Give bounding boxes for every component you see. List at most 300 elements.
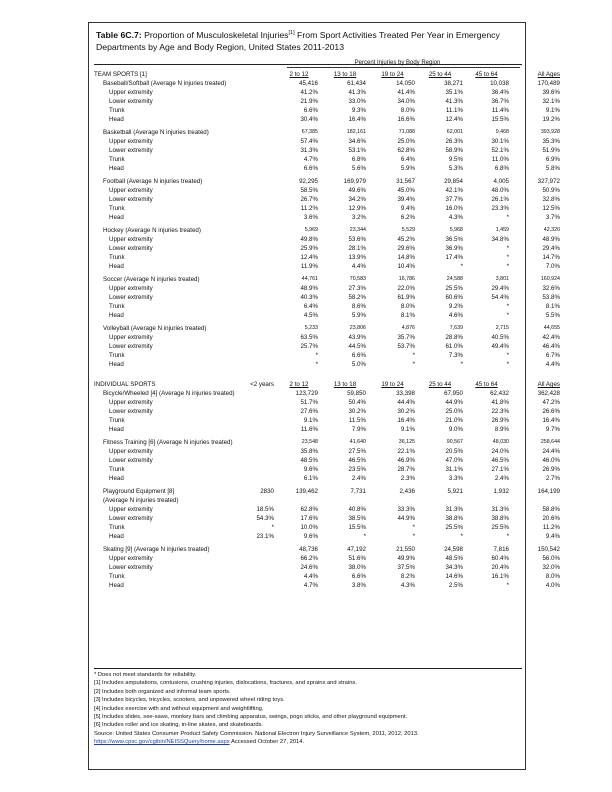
pct-all-ages: 9.7% xyxy=(545,426,560,433)
pct-25-to-44: 17.4% xyxy=(445,254,463,261)
activity-n-row xyxy=(94,438,560,447)
pct-all-ages: 56.0% xyxy=(542,555,560,562)
pct-45-to-64: 22.3% xyxy=(491,408,509,415)
body-region-row xyxy=(94,523,560,532)
source-link[interactable]: https://www.cpsc.gov/cgibin/NEISSQuery/home.aspx xyxy=(94,739,230,746)
col-header-19-to-24: 19 to 24 xyxy=(381,381,404,388)
activity-name: Fitness Training [6] (Average N injuries treated) xyxy=(103,439,233,446)
pct-25-to-44: 42.1% xyxy=(445,187,463,194)
pct-25-to-44: 2.5% xyxy=(448,582,463,589)
body-region-row xyxy=(94,311,560,320)
pct-45-to-64: 48.0% xyxy=(491,187,509,194)
pct-2-to-12: 58.5% xyxy=(300,187,318,194)
body-region-row xyxy=(94,195,560,204)
pct-13-to-18: 27.3% xyxy=(348,285,366,292)
n-19-to-24: 21,550 xyxy=(396,546,415,553)
n-25-to-44: 24,598 xyxy=(444,546,463,553)
pct-all-ages: 35.3% xyxy=(542,138,560,145)
title-footnote-ref: [1] xyxy=(288,30,295,36)
pct-45-to-64: 16.1% xyxy=(491,573,509,580)
body-region-label: Head xyxy=(109,426,124,433)
n-45-to-64: 7,816 xyxy=(493,546,509,553)
pct-19-to-24: 44.4% xyxy=(397,399,415,406)
n-all-ages: 362,428 xyxy=(537,390,560,397)
body-region-label: Head xyxy=(109,312,124,319)
pct-25-to-44: 60.6% xyxy=(445,294,463,301)
section-header-row xyxy=(94,380,560,389)
pct-19-to-24: 16.6% xyxy=(397,116,415,123)
body-region-row xyxy=(94,106,560,115)
n-all-ages: 393,928 xyxy=(540,129,560,135)
pct-45-to-64: 31.3% xyxy=(491,506,509,513)
pct-13-to-18: 38.0% xyxy=(348,564,366,571)
pct-13-to-18: 44.5% xyxy=(348,343,366,350)
body-region-label: Trunk xyxy=(109,156,125,163)
pct-25-to-44: 41.3% xyxy=(445,98,463,105)
pct-all-ages: 32.1% xyxy=(542,98,560,105)
pct-2-to-12: * xyxy=(315,352,318,359)
pct-13-to-18: 4.4% xyxy=(351,263,366,270)
n-2-to-12: 48,736 xyxy=(299,546,318,553)
pct-under-2: 23.1% xyxy=(256,533,274,540)
body-region-label: Upper extremity xyxy=(109,285,153,292)
footnote: [4] Includes exercise with and without equipment and weightlifting. xyxy=(94,705,264,712)
body-region-row xyxy=(94,563,560,572)
pct-25-to-44: 11.1% xyxy=(445,107,463,114)
n-45-to-64: 4,005 xyxy=(493,178,509,185)
pct-all-ages: 48.9% xyxy=(542,236,560,243)
pct-45-to-64: 60.4% xyxy=(491,555,509,562)
pct-all-ages: 26.6% xyxy=(542,408,560,415)
body-region-row xyxy=(94,293,560,302)
pct-25-to-44: 9.5% xyxy=(448,156,463,163)
body-region-row xyxy=(94,532,560,541)
pct-13-to-18: 6.8% xyxy=(351,156,366,163)
pct-13-to-18: 30.2% xyxy=(348,408,366,415)
pct-45-to-64: 36.4% xyxy=(491,89,509,96)
pct-19-to-24: 49.9% xyxy=(397,555,415,562)
pct-25-to-44: 28.8% xyxy=(445,334,463,341)
pct-all-ages: 32.0% xyxy=(542,564,560,571)
pct-all-ages: 39.6% xyxy=(542,89,560,96)
body-region-label: Trunk xyxy=(109,107,125,114)
pct-25-to-44: 36.5% xyxy=(445,236,463,243)
pct-all-ages: 58.8% xyxy=(542,506,560,513)
n-13-to-18: 70,583 xyxy=(349,276,366,282)
n-45-to-64: 2,715 xyxy=(495,325,509,331)
col-header-under-2: <2 years xyxy=(250,381,274,388)
pct-2-to-12: * xyxy=(315,361,318,368)
n-13-to-18: 169,979 xyxy=(343,178,366,185)
pct-25-to-44: 44.9% xyxy=(445,399,463,406)
pct-25-to-44: 20.5% xyxy=(445,448,463,455)
pct-25-to-44: 34.3% xyxy=(445,564,463,571)
pct-45-to-64: 8.9% xyxy=(494,426,509,433)
pct-2-to-12: 21.9% xyxy=(300,98,318,105)
pct-19-to-24: 46.9% xyxy=(397,457,415,464)
pct-all-ages: 50.9% xyxy=(542,187,560,194)
pct-19-to-24: 62.8% xyxy=(397,147,415,154)
n-25-to-44: 5,921 xyxy=(447,488,463,495)
pct-13-to-18: 6.6% xyxy=(351,352,366,359)
pct-2-to-12: 9.6% xyxy=(303,533,318,540)
body-region-label: Trunk xyxy=(109,205,125,212)
pct-13-to-18: 27.5% xyxy=(348,448,366,455)
pct-45-to-64: * xyxy=(506,582,509,589)
pct-13-to-18: 13.9% xyxy=(348,254,366,261)
pct-2-to-12: 3.6% xyxy=(303,214,318,221)
pct-19-to-24: 5.9% xyxy=(400,165,415,172)
n-13-to-18: 59,850 xyxy=(347,390,366,397)
pct-45-to-64: 36.7% xyxy=(491,98,509,105)
activity-name: Baseball/Softball (Average N injuries treated) xyxy=(103,80,227,87)
body-region-row xyxy=(94,581,560,590)
pct-all-ages: 9.4% xyxy=(545,533,560,540)
body-region-row xyxy=(94,474,560,483)
body-region-label: Lower extremity xyxy=(109,564,153,571)
pct-2-to-12: 57.4% xyxy=(300,138,318,145)
footnote-list xyxy=(94,671,522,738)
pct-2-to-12: 25.7% xyxy=(300,343,318,350)
pct-13-to-18: 7.9% xyxy=(351,426,366,433)
pct-45-to-64: * xyxy=(506,245,509,252)
pct-25-to-44: 9.2% xyxy=(448,303,463,310)
pct-45-to-64: 26.9% xyxy=(491,417,509,424)
n-25-to-44: 24,588 xyxy=(446,276,463,282)
pct-45-to-64: 52.1% xyxy=(491,147,509,154)
pct-45-to-64: 27.1% xyxy=(491,466,509,473)
body-region-label: Upper extremity xyxy=(109,138,153,145)
activity-n-row xyxy=(94,545,560,554)
n-45-to-64: 48,030 xyxy=(492,439,509,445)
source-line xyxy=(94,738,522,746)
n-all-ages: 170,489 xyxy=(537,80,560,87)
body-region-label: Head xyxy=(109,116,124,123)
pct-25-to-44: 58.9% xyxy=(445,147,463,154)
n-25-to-44: 62,001 xyxy=(446,129,463,135)
pct-45-to-64: * xyxy=(506,263,509,270)
pct-all-ages: 11.2% xyxy=(542,524,560,531)
body-region-row xyxy=(94,213,560,222)
pct-19-to-24: 14.8% xyxy=(397,254,415,261)
pct-all-ages: 46.0% xyxy=(542,457,560,464)
pct-25-to-44: 25.5% xyxy=(445,524,463,531)
body-region-label: Trunk xyxy=(109,254,125,261)
table-title xyxy=(96,28,520,53)
pct-13-to-18: 3.2% xyxy=(351,214,366,221)
col-header-13-to-18: 13 to 18 xyxy=(333,381,357,388)
pct-45-to-64: 23.3% xyxy=(491,205,509,212)
body-region-row xyxy=(94,465,560,474)
pct-13-to-18: 9.3% xyxy=(351,107,366,114)
footnote: Source: United States Consumer Product Safety Commission. National Electron Injury Surveillance System, 2011, 2012, 2013. xyxy=(94,730,419,737)
body-region-label: Lower extremity xyxy=(109,147,153,154)
pct-all-ages: 42.4% xyxy=(542,334,560,341)
pct-45-to-64: 15.5% xyxy=(491,116,509,123)
body-region-label: Head xyxy=(109,533,124,540)
body-region-row xyxy=(94,425,560,434)
n-45-to-64: 62,432 xyxy=(490,390,509,397)
accessed-date: Accessed October 27, 2014. xyxy=(229,739,305,746)
n-13-to-18: 23,344 xyxy=(349,227,366,233)
body-region-label: Upper extremity xyxy=(109,448,153,455)
n-13-to-18: 61,434 xyxy=(347,80,366,87)
body-region-row xyxy=(94,88,560,97)
pct-19-to-24: 4.3% xyxy=(400,582,415,589)
pct-all-ages: 5.5% xyxy=(545,312,560,319)
pct-2-to-12: 4.7% xyxy=(303,582,318,589)
activity-name-line2: (Average N injuries treated) xyxy=(103,497,179,504)
n-19-to-24: 5,529 xyxy=(401,227,415,233)
col-header-45-to-64: 45 to 64 xyxy=(475,381,498,388)
pct-25-to-44: 9.0% xyxy=(448,426,463,433)
n-all-ages: 327,972 xyxy=(537,178,560,185)
group-header: Percent Injuries by Body Region xyxy=(354,59,441,66)
n-25-to-44: 5,968 xyxy=(449,227,463,233)
n-13-to-18: 47,192 xyxy=(347,546,366,553)
pct-2-to-12: 40.3% xyxy=(300,294,318,301)
body-region-label: Upper extremity xyxy=(109,399,153,406)
pct-2-to-12: 31.3% xyxy=(300,147,318,154)
body-region-label: Head xyxy=(109,214,124,221)
body-region-row xyxy=(94,235,560,244)
n-all-ages: 42,320 xyxy=(543,227,560,233)
pct-all-ages: 14.7% xyxy=(542,254,560,261)
pct-19-to-24: 34.0% xyxy=(397,98,415,105)
pct-2-to-12: 41.2% xyxy=(300,89,318,96)
pct-13-to-18: 49.6% xyxy=(348,187,366,194)
pct-2-to-12: 62.8% xyxy=(300,506,318,513)
n-19-to-24: 14,050 xyxy=(396,80,415,87)
pct-all-ages: 46.4% xyxy=(542,343,560,350)
pct-2-to-12: 9.6% xyxy=(303,466,318,473)
pct-13-to-18: 53.6% xyxy=(348,236,366,243)
pct-13-to-18: 50.4% xyxy=(348,399,366,406)
pct-25-to-44: 16.0% xyxy=(445,205,463,212)
pct-25-to-44: * xyxy=(460,263,463,270)
n-all-ages: 44,655 xyxy=(543,325,560,331)
pct-25-to-44: 37.7% xyxy=(445,196,463,203)
n-25-to-44: 90,567 xyxy=(446,439,463,445)
activity-n-row xyxy=(94,275,560,284)
pct-19-to-24: 37.5% xyxy=(397,564,415,571)
activity-name-cont xyxy=(94,496,522,505)
pct-19-to-24: 22.1% xyxy=(397,448,415,455)
pct-all-ages: 7.0% xyxy=(545,263,560,270)
n-2-to-12: 67,385 xyxy=(301,129,318,135)
pct-13-to-18: 5.6% xyxy=(351,165,366,172)
pct-45-to-64: 38.8% xyxy=(491,515,509,522)
pct-45-to-64: * xyxy=(506,352,509,359)
activity-n-row xyxy=(94,79,560,88)
pct-19-to-24: 8.1% xyxy=(400,312,415,319)
pct-25-to-44: 31.3% xyxy=(445,506,463,513)
pct-all-ages: 4.4% xyxy=(545,361,560,368)
pct-19-to-24: 30.2% xyxy=(397,408,415,415)
body-region-label: Lower extremity xyxy=(109,343,153,350)
col-header-2-to-12: 2 to 12 xyxy=(289,381,309,388)
pct-2-to-12: 17.6% xyxy=(300,515,318,522)
pct-2-to-12: 4.5% xyxy=(303,312,318,319)
pct-45-to-64: 20.4% xyxy=(491,564,509,571)
col-header-all-ages: All Ages xyxy=(537,381,560,388)
n-19-to-24: 36,125 xyxy=(398,439,415,445)
pct-13-to-18: 12.9% xyxy=(348,205,366,212)
pct-19-to-24: 39.4% xyxy=(397,196,415,203)
section-title: TEAM SPORTS [1] xyxy=(94,71,147,78)
pct-25-to-44: 47.0% xyxy=(445,457,463,464)
pct-2-to-12: 48.9% xyxy=(300,285,318,292)
pct-all-ages: 51.9% xyxy=(542,147,560,154)
body-region-label: Trunk xyxy=(109,417,125,424)
pct-13-to-18: 51.6% xyxy=(348,555,366,562)
pct-19-to-24: 8.2% xyxy=(400,573,415,580)
activity-name: Soccer (Average N injuries treated) xyxy=(103,276,200,283)
col-header-25-to-44: 25 to 44 xyxy=(428,71,452,78)
pct-45-to-64: 2.4% xyxy=(494,475,509,482)
pct-19-to-24: 9.4% xyxy=(400,205,415,212)
n-2-to-12: 92,295 xyxy=(299,178,318,185)
body-region-row xyxy=(94,186,560,195)
pct-all-ages: 8.0% xyxy=(545,573,560,580)
pct-19-to-24: 6.2% xyxy=(400,214,415,221)
pct-45-to-64: * xyxy=(506,214,509,221)
n-45-to-64: 1,932 xyxy=(493,488,509,495)
pct-25-to-44: 14.6% xyxy=(445,573,463,580)
n-2-to-12: 5,233 xyxy=(304,325,318,331)
footnote: * Does not meet standards for reliability. xyxy=(94,672,197,678)
n-25-to-44: 7,639 xyxy=(449,325,463,331)
n-all-ages: 160,924 xyxy=(540,276,560,282)
pct-25-to-44: 25.5% xyxy=(445,285,463,292)
table-number: Table 6C.7: xyxy=(96,29,142,40)
body-region-label: Trunk xyxy=(109,303,125,310)
pct-2-to-12: 27.6% xyxy=(300,408,318,415)
pct-45-to-64: * xyxy=(506,254,509,261)
n-19-to-24: 33,398 xyxy=(396,390,415,397)
pct-45-to-64: 24.0% xyxy=(491,448,509,455)
n-13-to-18: 182,161 xyxy=(346,129,366,135)
pct-25-to-44: 4.6% xyxy=(448,312,463,319)
pct-19-to-24: 29.6% xyxy=(397,245,415,252)
pct-2-to-12: 11.9% xyxy=(300,263,318,270)
pct-all-ages: 8.1% xyxy=(545,303,560,310)
pct-19-to-24: 44.9% xyxy=(397,515,415,522)
body-region-label: Head xyxy=(109,165,124,172)
pct-2-to-12: 4.7% xyxy=(303,156,318,163)
pct-13-to-18: 3.8% xyxy=(351,582,366,589)
body-region-label: Head xyxy=(109,263,124,270)
pct-45-to-64: 30.1% xyxy=(491,138,509,145)
pct-13-to-18: 46.5% xyxy=(348,457,366,464)
n-2-to-12: 123,729 xyxy=(295,390,318,397)
pct-all-ages: 32.6% xyxy=(542,285,560,292)
pct-45-to-64: 26.1% xyxy=(491,196,509,203)
activity-name: Basketball (Average N injuries treated) xyxy=(103,129,209,136)
pct-all-ages: 2.7% xyxy=(545,475,560,482)
pct-13-to-18: 53.1% xyxy=(348,147,366,154)
pct-13-to-18: 2.4% xyxy=(351,475,366,482)
pct-2-to-12: 49.8% xyxy=(300,236,318,243)
n-19-to-24: 31,567 xyxy=(396,178,415,185)
body-region-row xyxy=(94,505,560,514)
body-region-label: Lower extremity xyxy=(109,245,153,252)
pct-45-to-64: 6.8% xyxy=(494,165,509,172)
group-header-rule xyxy=(287,67,520,68)
body-region-row xyxy=(94,115,560,124)
pct-2-to-12: 10.0% xyxy=(300,524,318,531)
col-header-2-to-12: 2 to 12 xyxy=(289,71,309,78)
body-region-row xyxy=(94,407,560,416)
pct-25-to-44: 36.9% xyxy=(445,245,463,252)
pct-13-to-18: 6.6% xyxy=(351,573,366,580)
pct-19-to-24: 10.4% xyxy=(397,263,415,270)
body-region-row xyxy=(94,456,560,465)
pct-all-ages: 16.4% xyxy=(542,417,560,424)
col-header-13-to-18: 13 to 18 xyxy=(333,71,357,78)
pct-13-to-18: * xyxy=(363,533,366,540)
pct-45-to-64: 29.4% xyxy=(491,285,509,292)
n-2-to-12: 139,462 xyxy=(295,488,318,495)
activity-name: Football (Average N injuries treated) xyxy=(103,178,203,185)
pct-2-to-12: 11.6% xyxy=(300,426,318,433)
body-region-row xyxy=(94,155,560,164)
pct-25-to-44: * xyxy=(460,361,463,368)
pct-13-to-18: 23.5% xyxy=(348,466,366,473)
pct-19-to-24: 6.4% xyxy=(400,156,415,163)
pct-19-to-24: * xyxy=(412,524,415,531)
pct-25-to-44: 7.3% xyxy=(448,352,463,359)
n-2-to-12: 44,761 xyxy=(301,276,318,282)
pct-25-to-44: 25.0% xyxy=(445,408,463,415)
pct-13-to-18: 15.5% xyxy=(348,524,366,531)
pct-13-to-18: 43.9% xyxy=(348,334,366,341)
body-region-row xyxy=(94,146,560,155)
pct-45-to-64: 25.5% xyxy=(491,524,509,531)
pct-all-ages: 6.9% xyxy=(545,156,560,163)
pct-19-to-24: 16.4% xyxy=(397,417,415,424)
pct-19-to-24: 9.1% xyxy=(400,426,415,433)
pct-19-to-24: 33.3% xyxy=(397,506,415,513)
n-2-to-12: 5,969 xyxy=(304,227,318,233)
body-region-label: Upper extremity xyxy=(109,236,153,243)
pct-all-ages: 29.4% xyxy=(542,245,560,252)
n-45-to-64: 10,038 xyxy=(490,80,509,87)
pct-19-to-24: * xyxy=(412,352,415,359)
pct-all-ages: 4.0% xyxy=(545,582,560,589)
col-header-19-to-24: 19 to 24 xyxy=(381,71,404,78)
pct-19-to-24: 61.9% xyxy=(397,294,415,301)
pct-13-to-18: 34.6% xyxy=(348,138,366,145)
pct-all-ages: 53.8% xyxy=(542,294,560,301)
body-region-row xyxy=(94,253,560,262)
activity-n-row xyxy=(94,177,560,186)
body-region-label: Lower extremity xyxy=(109,294,153,301)
footnote: [6] Includes roller and ice skating, in-line skates, and skateboards. xyxy=(94,722,264,729)
activity-n-row xyxy=(94,324,560,333)
activity-n-row xyxy=(94,389,560,398)
body-region-label: Upper extremity xyxy=(109,555,153,562)
pct-13-to-18: 33.0% xyxy=(348,98,366,105)
activity-name: Playground Equipment [8] xyxy=(103,488,175,495)
pct-45-to-64: 46.5% xyxy=(491,457,509,464)
section-title: INDIVIDUAL SPORTS xyxy=(94,381,156,388)
body-region-label: Lower extremity xyxy=(109,98,153,105)
n-19-to-24: 2,436 xyxy=(399,488,415,495)
pct-2-to-12: 12.4% xyxy=(300,254,318,261)
pct-2-to-12: 9.1% xyxy=(303,417,318,424)
pct-all-ages: 3.7% xyxy=(545,214,560,221)
